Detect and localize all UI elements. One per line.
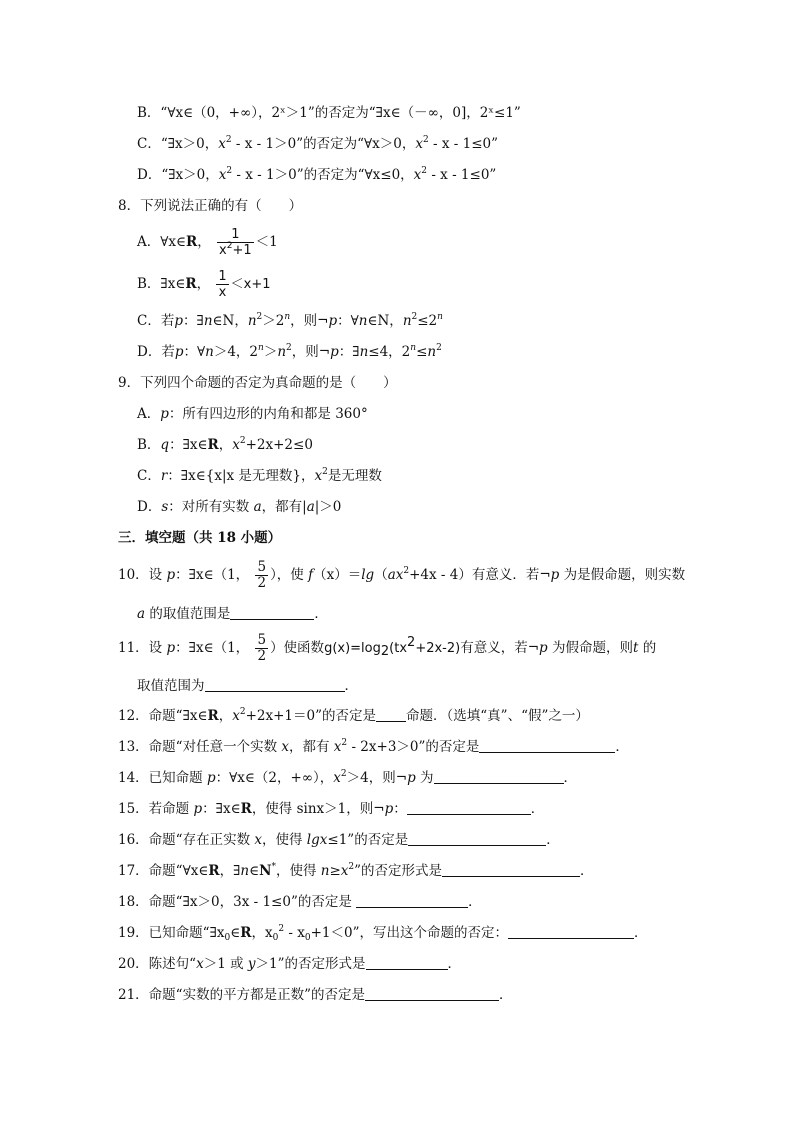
- q7-option-d: D．“∃x＞0，$x^2 - x - 1>0$”的否定为“∀x≤0，$x^2 - x - 1\le 0$”: [137, 166, 497, 183]
- q11-line1: 11．设 p：∃x∈（1， $\frac{5}{2}$ ）使函数$g(x)=\log_2(tx^2+2x-2)$有意义，若¬p 为假命题，则t 的: [118, 632, 657, 664]
- q18: 18．命题“∃x＞0，3x - 1≤0”的否定是 ．: [118, 894, 482, 910]
- answer-blank[interactable]: [442, 862, 580, 877]
- answer-blank[interactable]: [376, 707, 406, 722]
- answer-blank[interactable]: [205, 677, 345, 692]
- negation-symbol: ¬: [395, 770, 408, 786]
- q8-stem: 8．下列说法正确的有（ ）: [118, 198, 303, 214]
- q9-option-a: A．p：所有四边形的内角和都是 360°: [137, 406, 368, 422]
- q17: 17．命题“∀x∈R，∃n∈N*，使得 $n\ge x^2$”的否定形式是 ．: [118, 862, 594, 879]
- q11-line2: 取值范围为 ．: [137, 678, 358, 694]
- q10-line1: 10．设 p：∃x∈（1， $\frac{5}{2}$ ），使 $f(x)=\lg(ax^2+4x - 4)$有意义．若¬p 为是假命题，则实数: [118, 559, 686, 591]
- q8-option-a: A．∀x∈R， $\frac{1}{x^2+1}$ ＜1: [137, 227, 278, 258]
- answer-blank[interactable]: [479, 738, 615, 753]
- q15: 15．若命题 p：∃x∈R，使得 sinx＞1，则¬p： ．: [118, 801, 545, 817]
- q9-option-c: C．r：∃x∈{x|x 是无理数}，$x^2$是无理数: [137, 467, 382, 484]
- negation-symbol: ¬: [539, 567, 551, 583]
- answer-blank[interactable]: [356, 893, 468, 908]
- q13: 13．命题“对任意一个实数 x，都有 $x^2 - 2x+3>0$”的否定是 ．: [118, 738, 629, 755]
- section-title: 三．填空题（共 18 小题）: [118, 530, 282, 546]
- q7-option-c: C．“∃x＞0，$x^2 - x - 1>0$”的否定为“∀x＞0，$x^2 - x - 1\le 0$”: [137, 135, 499, 152]
- negation-symbol: ¬: [317, 313, 329, 329]
- q8-option-b: B．∃x∈R， $\frac{1}{x}$ ＜x+1: [137, 269, 271, 300]
- q8b-fraction: $\frac{1}{x}$: [218, 269, 227, 300]
- negation-symbol: ¬: [318, 344, 331, 360]
- q10-line2: a 的取值范围是 ．: [137, 606, 328, 622]
- answer-blank[interactable]: [434, 769, 564, 784]
- answer-blank[interactable]: [365, 986, 499, 1001]
- q19: 19．已知命题“$\exists x_0\in R$，$x_0^2 - x_0+1<0$”，写出这个命题的否定： ．: [118, 924, 648, 943]
- q12: 12．命题“∃x∈R，$x^2+2x+1=0$”的否定是 命题．（选填“真”、“假”之一）: [118, 707, 589, 724]
- q8a-fraction: $\frac{1}{x^2+1}$: [219, 227, 252, 258]
- negation-symbol: ¬: [373, 801, 385, 817]
- q9-option-b: B．q：∃x∈R，$x^2+2x+2\le 0$: [137, 436, 313, 453]
- q10-fraction: $\frac{5}{2}$: [257, 559, 267, 591]
- q9-option-d: D．s：对所有实数 a，都有|a|＞0: [137, 499, 342, 515]
- q20: 20．陈述句“x＞1 或 y＞1”的否定形式是 ．: [118, 956, 462, 972]
- answer-blank[interactable]: [230, 605, 314, 620]
- q21: 21．命题“实数的平方都是正数”的否定是 ．: [118, 987, 513, 1003]
- negation-symbol: ¬: [527, 640, 540, 656]
- answer-blank[interactable]: [508, 924, 634, 939]
- answer-blank[interactable]: [366, 955, 448, 970]
- q8-option-d: D．若p：∀n＞4，$2^n>n^2$，则¬p：∃n≤4，$2^n\le n^2$: [137, 343, 442, 360]
- answer-blank[interactable]: [407, 800, 531, 815]
- q16: 16．命题“存在正实数 x，使得 lgx≤1”的否定是 ．: [118, 832, 560, 848]
- q9-stem: 9．下列四个命题的否定为真命题的是（ ）: [118, 375, 397, 391]
- answer-blank[interactable]: [408, 831, 546, 846]
- q8-option-c: C．若p：∃n∈N，$n^2>2^n$，则¬p：∀n∈N，$n^2\le 2^n$: [137, 312, 443, 329]
- q7-option-b: B．“∀x∈（0，+∞），2ˣ＞1”的否定为“∃x∈（－∞，0]，2ˣ≤1”: [137, 105, 521, 121]
- q11-fraction: $\frac{5}{2}$: [257, 632, 267, 664]
- q14: 14．已知命题 p：∀x∈（2，+∞），$x^2>4$，则¬p 为 ．: [118, 769, 578, 786]
